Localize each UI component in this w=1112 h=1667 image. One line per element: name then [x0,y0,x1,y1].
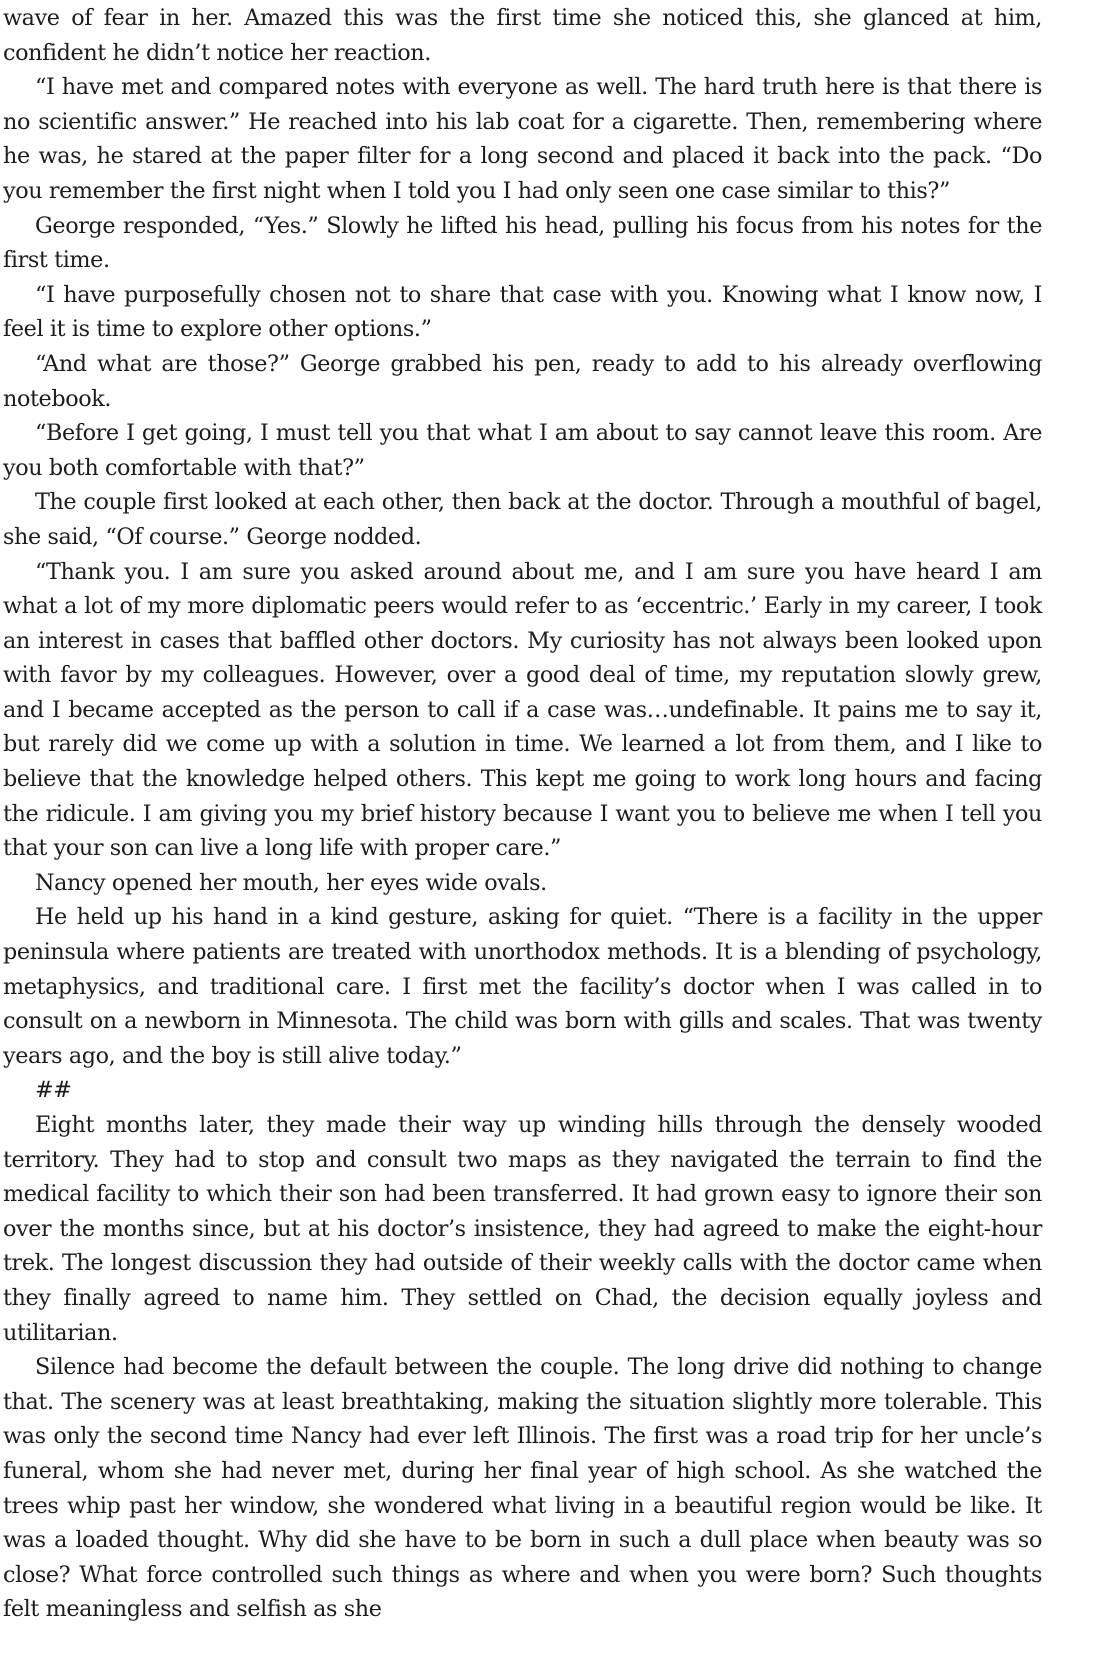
paragraph: “Thank you. I am sure you asked around about me, and I am sure you have heard I am what a lot of my more diplomatic peers would refer to as ‘eccentric.’ Early in my career, I took an interest in cases that baffled other doctors. My curiosity has not always been looked upon with favor by my colleagues. However, over a good deal of time, my reputation slowly grew, and I became accepted as the person to call if a case was…undefinable. It pains me to say it, but rarely did we come up with a solution in time. We learned a lot from them, and I like to believe that the knowledge helped others. This kept me going to work long hours and facing the ridicule. I am giving you my brief history because I want you to believe me when I tell you that your son can live a long life with proper care.” [3,558,1042,862]
paragraph: Nancy opened her mouth, her eyes wide ovals. [35,869,547,896]
paragraph: Eight months later, they made their way up winding hills through the densely wooded territory. They had to stop and consult two maps as they navigated the terrain to find the medical facility to which their son had been transferred. It had grown easy to ignore their son over the months since, but at his doctor’s insistence, they had agreed to make the eight-hour trek. The longest discussion they had outside of their weekly calls with the doctor came when they finally agreed to name him. They settled on Chad, the decision equally joyless and utilitarian. [3,1112,1042,1346]
page-text [3,1,1042,1627]
paragraph: “Before I get going, I must tell you that what I am about to say cannot leave this room. Are you both comfortable with that?” [3,420,1042,481]
paragraph: “And what are those?” George grabbed his pen, ready to add to his already overflowing notebook. [3,350,1042,412]
paragraph: George responded, “Yes.” Slowly he lifted his head, pulling his focus from his notes for the first time. [3,212,1042,274]
paragraph: Silence had become the default between the couple. The long drive did nothing to change that. The scenery was at least breathtaking, making the situation slightly more tolerable. This was only the second time Nancy had ever left Illinois. The first was a road trip for her uncle’s funeral, whom she had never met, during her final year of high school. As she watched the trees whip past her window, she wondered what living in a beautiful region would be like. It was a loaded thought. Why did she have to be born in such a dull place when beauty was so close? What force controlled such things as where and when you were born? Such thoughts felt meaningless and selfish as she [3,1354,1042,1623]
paragraph: “I have purposefully chosen not to share that case with you. Knowing what I know now, I feel it is time to explore other options.” [3,281,1042,343]
paragraph: wave of fear in her. Amazed this was the first time she noticed this, she glanced at him, confident he didn’t notice her reaction. [3,5,1042,66]
paragraph: The couple first looked at each other, then back at the doctor. Through a mouthful of bagel, she said, “Of course.” George nodded. [3,489,1042,550]
paragraph: He held up his hand in a kind gesture, asking for quiet. “There is a facility in the upper peninsula where patients are treated with unorthodox methods. It is a blending of psychology, metaphysics, and traditional care. I first met the facility’s doctor when I was called in to consult on a newborn in Minnesota. The child was born with gills and scales. That was twenty years ago, and the boy is still alive today.” [3,904,1042,1069]
scene-break: ## [35,1077,72,1104]
paragraph: “I have met and compared notes with everyone as well. The hard truth here is that there is no scientific answer.” He reached into his lab coat for a cigarette. Then, remembering where he was, he stared at the paper filter for a long second and placed it back into the pack. “Do you remember the first night when I told you I had only seen one case similar to this?” [3,74,1042,204]
